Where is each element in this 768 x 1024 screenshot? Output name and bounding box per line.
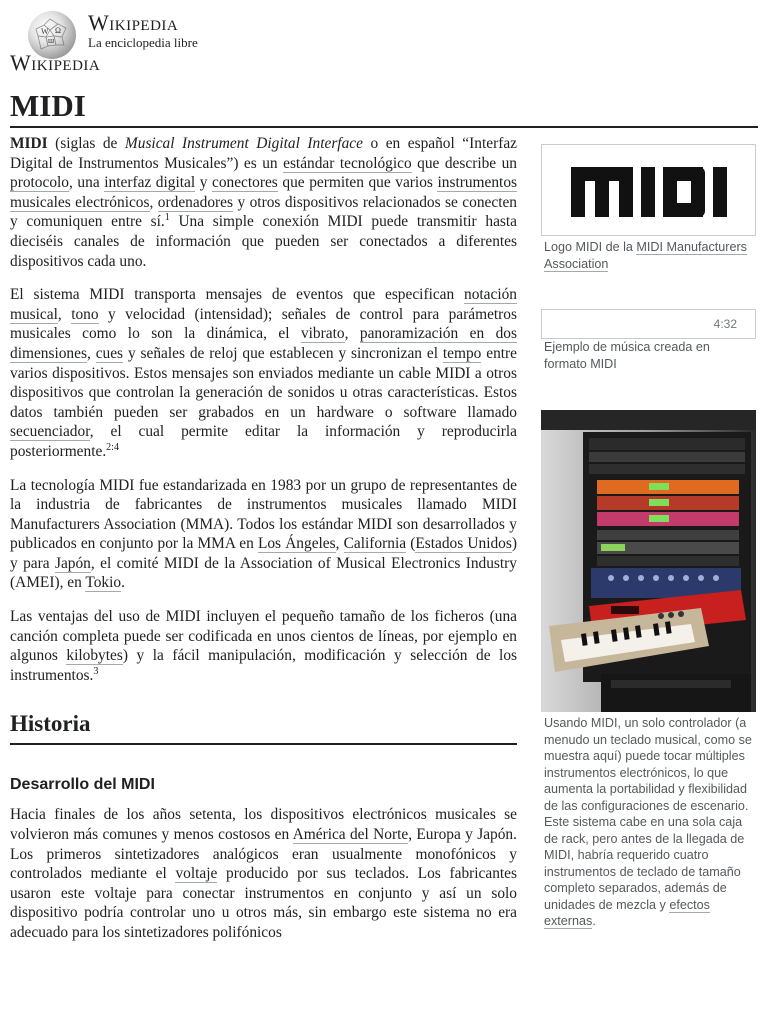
subsection-heading-desarrollo: Desarrollo del MIDI: [10, 776, 155, 794]
wikipedia-wordmark[interactable]: Wikipedia: [88, 10, 179, 35]
inline-link[interactable]: kilobytes: [66, 647, 123, 665]
inline-link[interactable]: California: [343, 535, 407, 553]
inline-link[interactable]: secuenciador: [10, 423, 90, 441]
inline-link[interactable]: Tokio: [85, 574, 122, 592]
inline-link[interactable]: tono: [71, 305, 99, 323]
site-header: [10, 8, 270, 78]
inline-link[interactable]: Estados Unidos: [415, 535, 512, 553]
inline-link[interactable]: notación musical: [10, 286, 517, 323]
article-body: [10, 134, 517, 957]
rack-photo-caption: Usando MIDI, un solo controlador (a menudo un teclado musical, como se muestra aquí) puede tocar múltiples instrumentos electrónicos, lo que aumenta la portabilidad y flexibilidad de las configuraciones de escenario. Este sistema cabe en una sola caja de rack, pero antes de la llegada de MIDI, habría requerido cuatro instrumentos de teclado de tamaño completo separados, además de unidades de mezcla y efectos externas.: [544, 716, 752, 928]
inline-link[interactable]: América del Norte: [292, 826, 409, 844]
reference-link[interactable]: 2: [106, 441, 112, 453]
page-title: MIDI: [10, 88, 758, 128]
inline-link[interactable]: protocolo: [10, 174, 69, 192]
reference-link[interactable]: 1: [164, 212, 170, 224]
audio-caption: Ejemplo de música creada en formato MIDI: [544, 340, 710, 371]
inline-link[interactable]: tempo: [442, 344, 482, 362]
intro-paragraph-4: Las ventajas del uso de MIDI incluyen el pequeño tamaño de los ficheros (una canción completa puede ser codificada en unos cientos de líneas, por ejemplo en algunos kilobytes) y la fácil manipulación, modificación y selección de los instrumentos.$^3$: [10, 608, 517, 684]
inline-link[interactable]: conectores: [212, 174, 278, 192]
inline-link[interactable]: ordenadores: [157, 193, 234, 211]
audio-player[interactable]: [541, 309, 756, 339]
inline-link[interactable]: cues: [95, 344, 124, 362]
midi-logo-graphic: [542, 145, 755, 235]
midi-logo-image[interactable]: [541, 144, 756, 236]
bold-term: MIDI: [10, 135, 48, 152]
inline-link[interactable]: voltaje: [175, 865, 218, 883]
reference-link[interactable]: :4: [111, 441, 119, 453]
inline-link[interactable]: interfaz digital: [104, 174, 196, 192]
wikipedia-tagline: La enciclopedia libre: [88, 35, 198, 50]
intro-paragraph-3: La tecnología MIDI fue estandarizada en 1983 por un grupo de representantes de la industria de fabricantes de instrumentos musicales llamado MIDI Manufacturers Association (MMA). Todos los estándar MIDI son desarrollados y publicados en conjunto por la MMA en Los Ángeles, California (Estados Unidos) y para Japón, el comité MIDI de la Association of Musical Electronics Industry (AMEI), en Tokio.: [10, 476, 517, 592]
inline-link[interactable]: Japón: [54, 554, 91, 572]
inline-link[interactable]: efectos externas: [544, 897, 710, 928]
inline-link[interactable]: estándar tecnológico: [283, 154, 412, 172]
intro-paragraph-1: MIDI (siglas de Musical Instrument Digital Interface o en español “Interfaz Digital de Instrumentos Musicales”) es un estándar tecnológico que describe un protocolo, una interfaz digital y conectores que permiten que varios instrumentos musicales electrónicos, ordenadores y otros dispositivos relacionados se conecten y comuniquen entre sí.$^1$ Una simple conexión MIDI puede transmitir hasta dieciséis canales de información que pueden ser conectados a diferentes dispositivos cada uno.: [10, 135, 518, 270]
inline-link[interactable]: instrumentos musicales electrónicos: [10, 174, 518, 211]
historia-paragraph-1: Hacia finales de los años setenta, los dispositivos electrónicos musicales se volvieron más comunes y menos costosos en América del Norte, Europa y Japón. Los primeros sintetizadores analógicos eran usualmente monofónicos y controlados mediante el voltaje producido por sus teclados. Los fabricantes usaron este voltaje para conectar instrumentos en conjunto y así un solo dispositivo podría controlar uno u otros más, sin embargo este sistema no era adecuado para los sintetizadores polifónicos: [10, 806, 517, 941]
svg-text:Ω: Ω: [55, 26, 61, 35]
intro-paragraph-2: El sistema MIDI transporta mensajes de eventos que especifican notación musical, tono y velocidad (intensidad); señales de control para parámetros musicales como lo son la dinámica, el vibrato, panoramización en dos dimensiones, cues y señales de reloj que establecen y sincronizan el tempo entre varios dispositivos. Estos mensajes son enviados mediante un cable MIDI a otros dispositivos que controlan la generación de sonidos u otras características. Estos datos también pueden ser grabados en un hardware o software llamado secuenciador, el cual permite editar la información y reproducirla posteriormente.$^{2:4}$: [10, 286, 518, 460]
audio-duration: 4:32: [713, 317, 737, 331]
section-heading-historia: Historia: [10, 709, 517, 745]
italic-term: Musical Instrument Digital Interface: [124, 135, 363, 152]
inline-link[interactable]: vibrato: [300, 325, 345, 343]
inline-link[interactable]: MIDI Manufacturers Association: [544, 240, 747, 271]
rack-photo-image[interactable]: [541, 410, 756, 712]
midi-rack-photo-illustration: [541, 410, 756, 712]
inline-link[interactable]: panoramización en dos dimensiones: [10, 325, 517, 362]
svg-text:ш: ш: [48, 36, 55, 45]
reference-link[interactable]: 3: [93, 665, 99, 677]
midi-logo-caption: Logo MIDI de la MIDI Manufacturers Association: [544, 240, 747, 271]
inline-link[interactable]: Los Ángeles: [257, 535, 336, 553]
svg-text:W: W: [41, 27, 49, 36]
wikipedia-wordmark-small[interactable]: Wikipedia: [10, 50, 101, 75]
